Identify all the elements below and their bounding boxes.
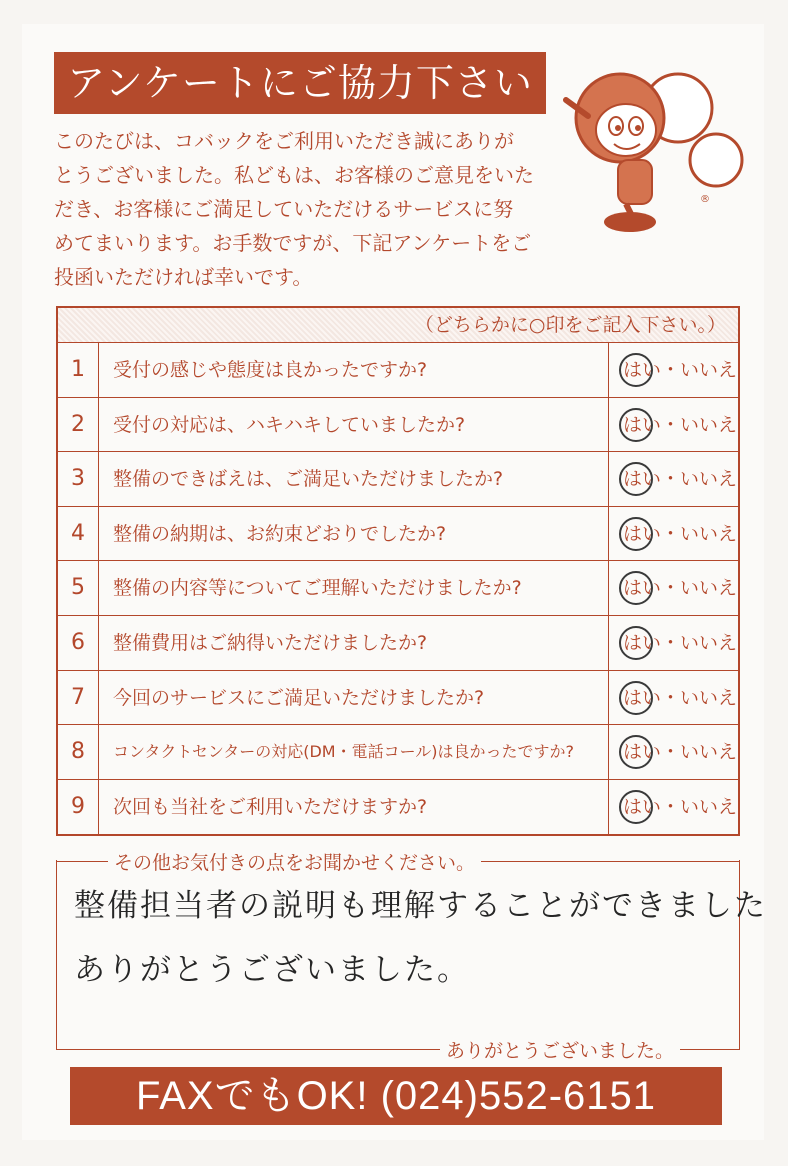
answer-choice[interactable] [608,780,738,835]
selected-circle-mark [619,790,653,824]
question-number: 2 [58,398,99,452]
divider [680,1049,740,1051]
answer-choice[interactable] [608,452,738,506]
answer-choice[interactable] [608,343,738,397]
question-number: 7 [58,671,99,725]
question-row [58,343,738,398]
question-number: 9 [58,780,99,835]
selected-circle-mark [619,408,653,442]
question-number: 5 [58,561,99,615]
question-text: 受付の感じや態度は良かったですか? [113,359,428,381]
selected-circle-mark [619,626,653,660]
question-row [58,616,738,671]
answer-options: はい・いいえ [623,741,738,764]
question-number: 6 [58,616,99,670]
answer-options: はい・いいえ [623,522,738,545]
survey-instruction: （どちらかに○印をご記入下さい。） [58,308,738,343]
question-row [58,780,738,835]
question-text: コンタクトセンターの対応(DM・電話コール)は良かったですか? [113,742,575,762]
closing-line [56,1036,740,1063]
question-text: 受付の対応は、ハキハキしていましたか? [113,413,466,436]
question-number: 4 [58,507,99,561]
question-row [58,671,738,726]
intro-line: このたびは、コバックをご利用いただき誠にありが [54,129,514,153]
divider [56,861,108,863]
divider [481,861,740,863]
answer-choice[interactable] [608,671,738,725]
survey-table [56,306,740,836]
handwritten-comment-line: 整備担当者の説明も理解することができました [74,888,767,924]
intro-line: めてまいります。お手数ですが、下記アンケートをご [54,231,532,255]
question-text: 今回のサービスにご満足いただけましたか? [113,686,485,709]
divider [56,1049,440,1051]
question-text: 整備の納期は、お約束どおりでしたか? [113,522,447,545]
mascot-illustration [548,60,748,250]
comment-prompt [56,848,740,875]
selected-circle-mark [619,571,653,605]
registered-mark: ® [700,194,710,205]
question-row [58,507,738,562]
question-number: 1 [58,343,99,397]
closing-text: ありがとうございました。 [445,1040,674,1062]
answer-choice[interactable] [608,725,738,779]
answer-options: はい・いいえ [623,577,738,600]
selected-circle-mark [619,735,653,769]
question-row [58,452,738,507]
answer-choice[interactable] [608,561,738,615]
answer-options: はい・いいえ [623,795,738,818]
question-row [58,725,738,780]
intro-text [54,124,554,294]
intro-line: とうございました。私どもは、お客様のご意見をいた [54,163,534,187]
comment-prompt-text: その他お気付きの点をお聞かせください。 [114,852,476,874]
question-row [58,561,738,616]
question-text: 整備のできばえは、ご満足いただけましたか? [113,468,504,491]
answer-options: はい・いいえ [623,359,738,381]
intro-line: 投函いただければ幸いです。 [54,265,313,289]
answer-options: はい・いいえ [623,413,738,436]
answer-options: はい・いいえ [623,631,738,654]
survey-title: アンケートにご協力下さい [54,52,546,114]
question-number: 8 [58,725,99,779]
question-text: 整備費用はご納得いただけましたか? [113,631,428,654]
answer-choice[interactable] [608,398,738,452]
question-text: 整備の内容等についてご理解いただけましたか? [113,577,522,600]
answer-choice[interactable] [608,507,738,561]
fax-banner: FAXでもOK! (024)552-6151 [70,1067,722,1125]
question-number: 3 [58,452,99,506]
answer-options: はい・いいえ [623,468,738,491]
answer-options: はい・いいえ [623,686,738,709]
question-row [58,398,738,453]
handwritten-comment-line: ありがとうございました。 [74,952,470,988]
selected-circle-mark [619,681,653,715]
answer-choice[interactable] [608,616,738,670]
selected-circle-mark [619,353,653,387]
selected-circle-mark [619,462,653,496]
selected-circle-mark [619,517,653,551]
question-text: 次回も当社をご利用いただけますか? [113,795,428,818]
intro-line: だき、お客様にご満足していただけるサービスに努 [54,197,514,221]
